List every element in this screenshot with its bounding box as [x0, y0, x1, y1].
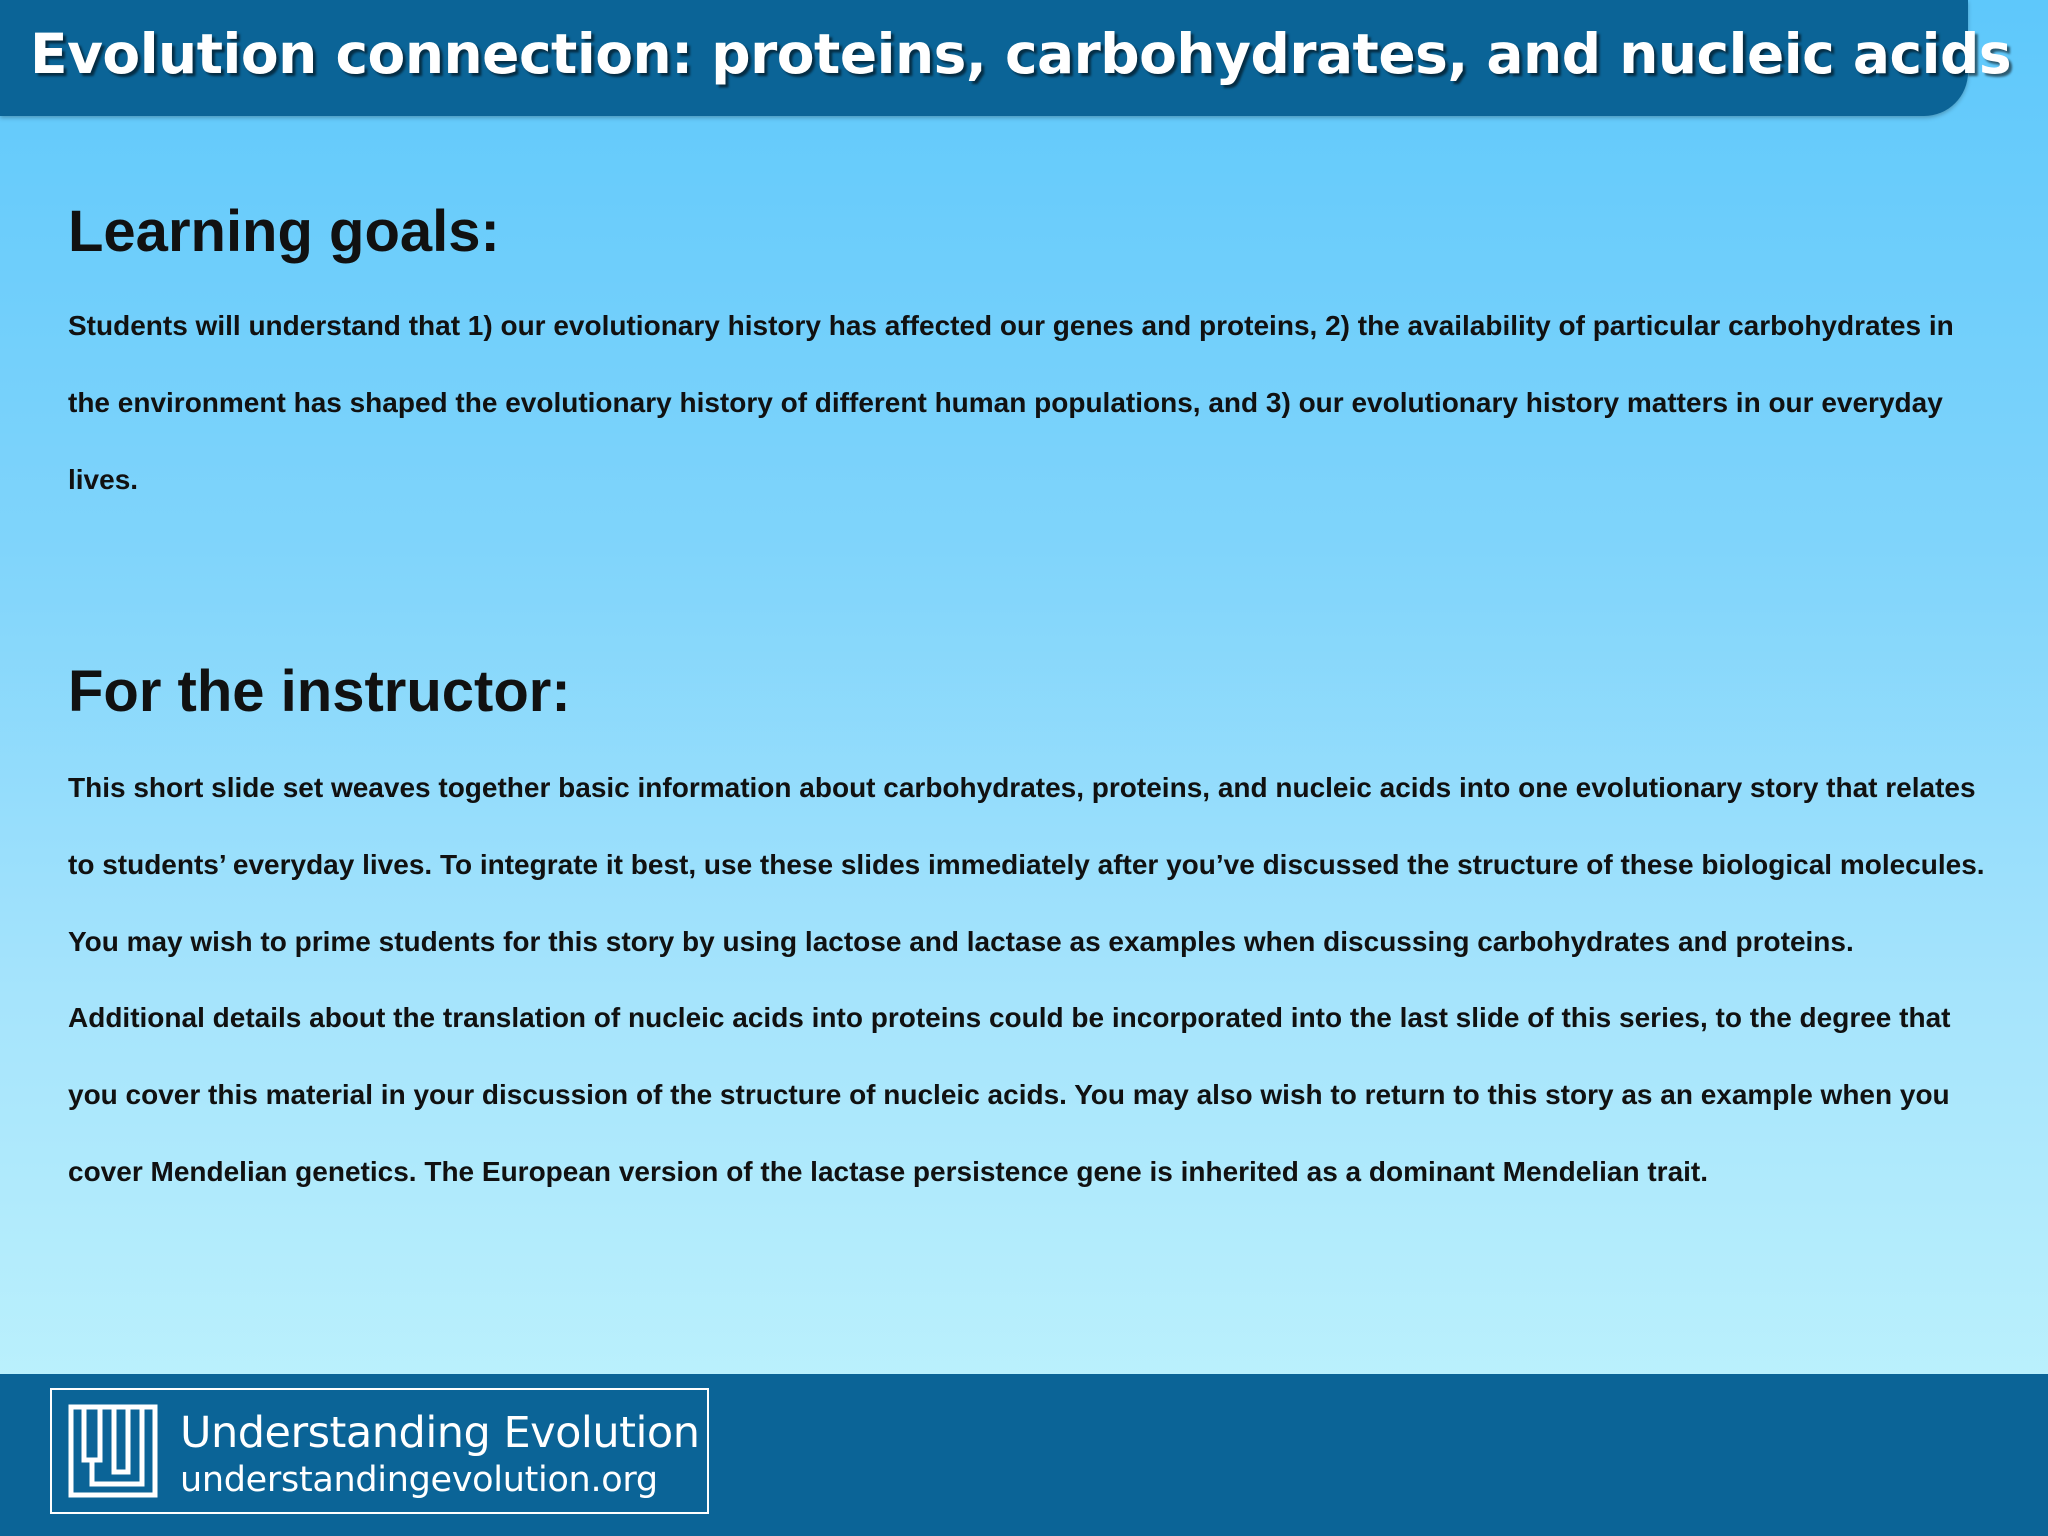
instructor-heading: For the instructor:: [68, 659, 571, 724]
understanding-evolution-logo: [50, 1388, 709, 1514]
footer-bar: [0, 1374, 2048, 1536]
title-bar: [0, 0, 2012, 116]
slide-title: Evolution connection: proteins, carbohydrates, and nucleic acids: [30, 22, 2012, 86]
cladogram-logo-icon: [68, 1404, 158, 1498]
logo-url: understandingevolution.org: [180, 1460, 658, 1500]
learning-goals-text: Students will understand that 1) our evolutionary history has affected our genes and proteins, 2) the availability of particular carbohydrates in the environment has shaped the evolutionary history of different human populations, and 3) our evolutionary history matters in our everyday lives.: [68, 310, 1954, 495]
learning-goals-heading: Learning goals:: [68, 199, 500, 264]
logo-name: Understanding Evolution: [180, 1408, 700, 1458]
instructor-text: This short slide set weaves together basic information about carbohydrates, proteins, and nucleic acids into one evolutionary story that relates to students’ everyday lives. To integrate it best, use these slides immediately after you’ve discussed the structure of these biological molecules. You may wish to prime students for this story by using lactose and lactase as examples when discussing carbohydrates and proteins. Additional details about the translation of nucleic acids into proteins could be incorporated into the last slide of this series, to the degree that you cover this material in your discussion of the structure of nucleic acids. You may also wish to return to this story as an example when you cover Mendelian genetics. The European version of the lactase persistence gene is inherited as a dominant Mendelian trait.: [68, 772, 1985, 1187]
